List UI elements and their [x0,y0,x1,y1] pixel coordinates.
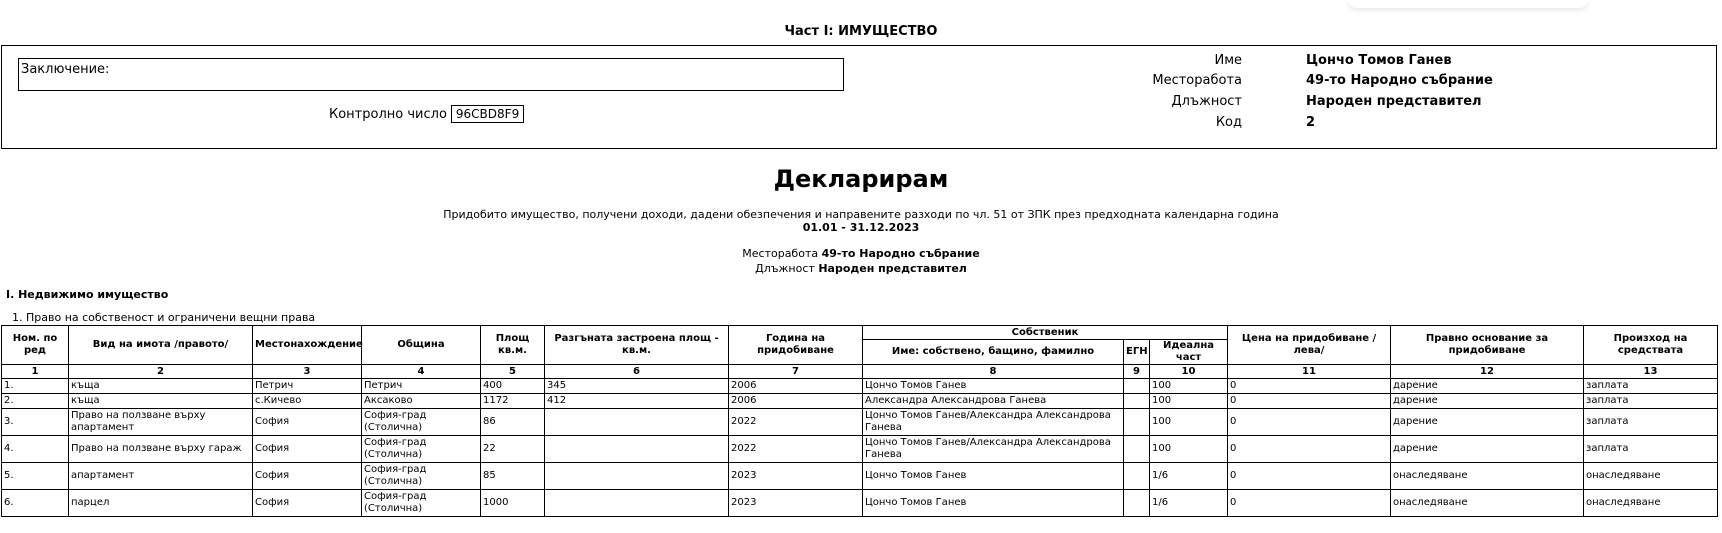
cell-egn [1124,409,1150,436]
cell-ideal-part: 100 [1150,379,1228,394]
cell-property-type: апартамент [69,463,253,490]
cell-ideal-part: 100 [1150,409,1228,436]
table-row [2,463,1718,490]
cell-row-number: 6. [2,490,69,517]
cell-built-area: 345 [545,379,729,394]
declare-title: Декларирам [773,165,949,193]
meta-position-value: Народен представител [818,262,967,275]
cell-legal-basis: дарение [1391,394,1584,409]
cell-price: 0 [1228,394,1391,409]
cell-legal-basis: онаследяване [1391,463,1584,490]
table-row [2,436,1718,463]
cell-egn [1124,490,1150,517]
control-number [329,105,524,123]
cell-row-number: 1. [2,379,69,394]
cell-built-area [545,409,729,436]
cell-location: Петрич [253,379,362,394]
column-number: 4 [362,365,481,379]
name-value: Цончо Томов Ганев [1306,53,1452,68]
cell-acquisition-year: 2023 [729,490,863,517]
cell-row-number: 5. [2,463,69,490]
header-origin: Произход на средствата [1584,326,1718,365]
property-table-body [2,365,1718,517]
header-owner-group: Собственик [863,326,1228,340]
cell-built-area: 412 [545,394,729,409]
cell-municipality: София-град (Столична) [362,409,481,436]
table-row [2,379,1718,394]
declaration-period: 01.01 - 31.12.2023 [802,221,920,234]
cell-property-type: парцел [69,490,253,517]
header-type: Вид на имота /правото/ [69,326,253,365]
header-ideal-part: Идеална част [1150,340,1228,365]
header-box [1,45,1717,149]
header-area: Площ кв.м. [481,326,545,365]
cell-owner-name: Цончо Томов Ганев [863,490,1124,517]
top-card-shadow [1348,0,1588,8]
cell-funds-origin: заплата [1584,379,1718,394]
column-number: 12 [1391,365,1584,379]
column-number: 5 [481,365,545,379]
cell-municipality: София-град (Столична) [362,490,481,517]
table-row [2,394,1718,409]
cell-price: 0 [1228,409,1391,436]
cell-owner-name: Цончо Томов Ганев/Александра Александрова Ганева [863,409,1124,436]
cell-acquisition-year: 2023 [729,463,863,490]
control-number-value: 96CBD8F9 [451,105,524,123]
cell-owner-name: Александра Александрова Ганева [863,394,1124,409]
control-number-label: Контролно число [329,106,447,122]
name-label: Име [1214,53,1242,68]
meta-workplace-label: Месторабота [742,247,819,260]
column-number: 8 [863,365,1124,379]
cell-area: 400 [481,379,545,394]
column-number: 9 [1124,365,1150,379]
cell-property-type: Право на ползване върху гараж [69,436,253,463]
header-built-area: Разгъната застроена площ - кв.м. [545,326,729,365]
cell-location: София [253,463,362,490]
cell-price: 0 [1228,463,1391,490]
cell-egn [1124,463,1150,490]
table-row [2,490,1718,517]
code-label: Код [1215,115,1242,130]
cell-area: 22 [481,436,545,463]
cell-location: София [253,409,362,436]
cell-acquisition-year: 2006 [729,379,863,394]
cell-property-type: къща [69,394,253,409]
cell-funds-origin: заплата [1584,409,1718,436]
cell-acquisition-year: 2022 [729,409,863,436]
workplace-label: Месторабота [1152,73,1242,88]
cell-location: София [253,490,362,517]
cell-egn [1124,379,1150,394]
cell-location: София [253,436,362,463]
cell-acquisition-year: 2006 [729,394,863,409]
cell-legal-basis: онаследяване [1391,490,1584,517]
conclusion-field [18,58,844,91]
header-price: Цена на придобиване / лева/ [1228,326,1391,365]
cell-built-area [545,463,729,490]
cell-ideal-part: 1/6 [1150,463,1228,490]
column-number: 1 [2,365,69,379]
cell-price: 0 [1228,436,1391,463]
column-number-row [2,365,1718,379]
cell-built-area [545,490,729,517]
cell-built-area [545,436,729,463]
column-number: 13 [1584,365,1718,379]
cell-price: 0 [1228,490,1391,517]
header-year: Година на придобиване [729,326,863,365]
cell-acquisition-year: 2022 [729,436,863,463]
meta-workplace-value: 49-то Народно събрание [821,247,980,260]
part-title: Част I: ИМУЩЕСТВО [784,24,938,39]
cell-ideal-part: 1/6 [1150,490,1228,517]
cell-price: 0 [1228,379,1391,394]
header-num: Ном. по ред [2,326,69,365]
cell-row-number: 4. [2,436,69,463]
cell-property-type: Право на ползване върху апартамент [69,409,253,436]
header-municipality: Община [362,326,481,365]
cell-row-number: 2. [2,394,69,409]
code-value: 2 [1306,115,1316,130]
cell-funds-origin: онаследяване [1584,490,1718,517]
cell-property-type: къща [69,379,253,394]
column-number: 7 [729,365,863,379]
cell-ideal-part: 100 [1150,394,1228,409]
cell-funds-origin: онаследяване [1584,463,1718,490]
header-egn: ЕГН [1124,340,1150,365]
cell-legal-basis: дарение [1391,409,1584,436]
cell-funds-origin: заплата [1584,436,1718,463]
table-row [2,409,1718,436]
cell-legal-basis: дарение [1391,436,1584,463]
cell-owner-name: Цончо Томов Ганев [863,463,1124,490]
cell-municipality: Аксаково [362,394,481,409]
position-value: Народен представител [1306,94,1482,109]
conclusion-label: Заключение: [21,62,110,77]
cell-legal-basis: дарение [1391,379,1584,394]
cell-area: 85 [481,463,545,490]
property-table [1,325,1718,517]
cell-owner-name: Цончо Томов Ганев [863,379,1124,394]
meta-workplace [0,247,1722,260]
cell-municipality: София-град (Столична) [362,463,481,490]
cell-funds-origin: заплата [1584,394,1718,409]
column-number: 11 [1228,365,1391,379]
column-number: 3 [253,365,362,379]
header-location: Местонахождение [253,326,362,365]
cell-egn [1124,436,1150,463]
column-number: 2 [69,365,253,379]
meta-position [0,262,1722,275]
cell-municipality: София-град (Столична) [362,436,481,463]
subsection-title: 1. Право на собственост и ограничени вещни права [12,311,316,324]
declaration-subtitle: Придобито имущество, получени доходи, дадени обезпечения и направените разходи по чл. 51 от ЗПК през предходната календарна година [443,208,1279,221]
header-owner-name: Име: собствено, бащино, фамилно [863,340,1124,365]
position-label: Длъжност [1171,94,1242,109]
meta-position-label: Длъжност [755,262,815,275]
cell-area: 86 [481,409,545,436]
cell-location: с.Кичево [253,394,362,409]
cell-owner-name: Цончо Томов Ганев/Александра Александрова Ганева [863,436,1124,463]
column-number: 6 [545,365,729,379]
workplace-value: 49-то Народно събрание [1306,73,1493,88]
header-legal-basis: Правно основание за придобиване [1391,326,1584,365]
cell-egn [1124,394,1150,409]
cell-area: 1172 [481,394,545,409]
section-title: I. Недвижимо имущество [6,288,169,301]
cell-area: 1000 [481,490,545,517]
cell-municipality: Петрич [362,379,481,394]
cell-ideal-part: 100 [1150,436,1228,463]
cell-row-number: 3. [2,409,69,436]
column-number: 10 [1150,365,1228,379]
